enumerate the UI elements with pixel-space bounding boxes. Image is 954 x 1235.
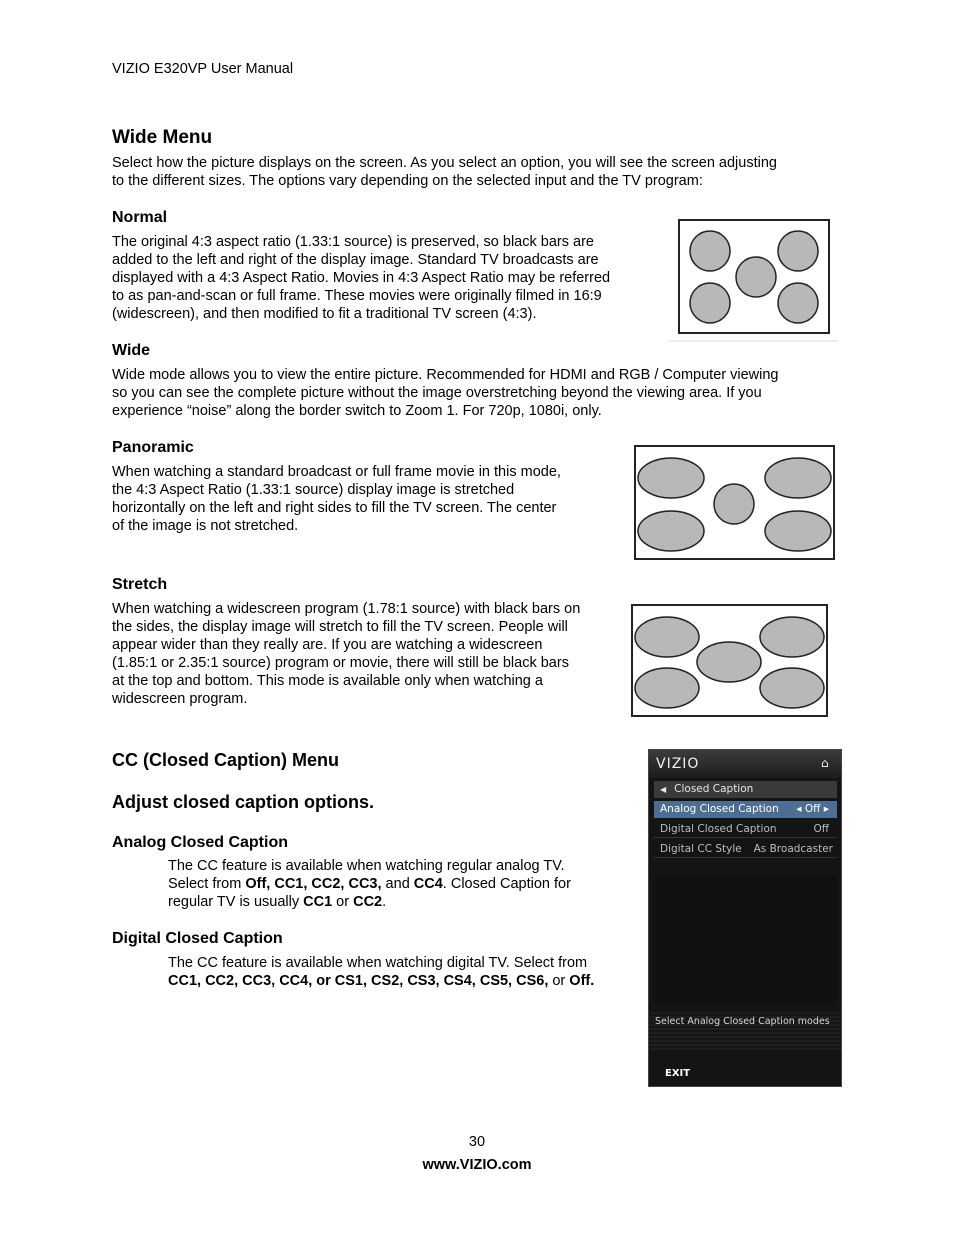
menu-item-analog-closed-caption[interactable] [654, 801, 837, 818]
digital-cc-heading: Digital Closed Caption [112, 930, 283, 947]
stretch-line: widescreen program. [112, 691, 248, 707]
normal-line: The original 4:3 aspect ratio (1.33:1 source) is preserved, so black bars are [112, 234, 594, 250]
panoramic-line: horizontally on the left and right sides to fill the TV screen. The center [112, 500, 557, 516]
home-icon[interactable]: ⌂ [821, 756, 829, 770]
normal-line: added to the left and right of the display image. Standard TV broadcasts are [112, 252, 599, 268]
digital-cc-paragraph [168, 954, 594, 990]
manual-title: VIZIO E320VP User Manual [112, 61, 294, 77]
stretch-line: at the top and bottom. This mode is available only when watching a [112, 673, 543, 689]
panoramic-line: When watching a standard broadcast or full frame movie in this mode, [112, 464, 561, 480]
stretch-heading: Stretch [112, 576, 168, 593]
back-arrow-icon[interactable]: ◀ [660, 785, 667, 794]
menu-item-value: Off [813, 823, 829, 835]
stretch-line: appear wider than they really are. If you are watching a widescreen [112, 637, 543, 653]
analog-cc-heading: Analog Closed Caption [112, 834, 288, 851]
stretch-line: the sides, the display image will stretch to fill the TV screen. People will [112, 619, 568, 635]
wide-line: so you can see the complete picture without the image overstretching beyond the viewing area. If you [112, 385, 762, 401]
exit-button[interactable]: EXIT [665, 1068, 691, 1079]
normal-line: (widescreen), and then modified to fit a traditional TV screen (4:3). [112, 306, 537, 322]
wide-menu-intro-1: Select how the picture displays on the screen. As you select an option, you will see the screen adjusting [112, 155, 777, 171]
menu-item-digital-cc-style[interactable] [654, 841, 837, 858]
normal-heading: Normal [112, 209, 168, 226]
normal-line: displayed with a 4:3 Aspect Ratio. Movies in 4:3 Aspect Ratio may be referred [112, 270, 611, 286]
analog-cc-line: Select from Off, CC1, CC2, CC3, and CC4. Closed Caption for [168, 876, 571, 892]
menu-breadcrumb[interactable]: ◀ Closed Caption [654, 781, 837, 798]
normal-paragraph [112, 233, 610, 323]
cc-menu-heading: CC (Closed Caption) Menu [112, 750, 339, 770]
normal-line: to as pan-and-scan or full frame. These movies were originally filmed in 16:9 [112, 288, 602, 304]
normal-mode-illustration [668, 217, 840, 343]
analog-cc-line: regular TV is usually CC1 or CC2. [168, 894, 387, 910]
panoramic-paragraph [112, 463, 561, 535]
menu-item-label: Digital CC Style [660, 843, 742, 855]
vizio-logo: VIZIO [656, 756, 700, 772]
panoramic-mode-illustration [633, 444, 837, 562]
digital-cc-line: The CC feature is available when watching digital TV. Select from [168, 955, 588, 971]
analog-cc-paragraph [168, 857, 571, 911]
menu-item-label: Digital Closed Caption [660, 823, 777, 835]
stretch-line: (1.85:1 or 2.35:1 source) program or movie, there will still be black bars [112, 655, 569, 671]
panoramic-line: of the image is not stretched. [112, 518, 299, 534]
closed-caption-menu-screenshot [648, 749, 842, 1087]
wide-menu-heading: Wide Menu [112, 127, 213, 148]
analog-cc-line: The CC feature is available when watching regular analog TV. [168, 858, 565, 874]
menu-item-digital-closed-caption[interactable] [654, 821, 837, 838]
panoramic-line: the 4:3 Aspect Ratio (1.33:1 source) display image is stretched [112, 482, 515, 498]
menu-empty-area [654, 874, 837, 1004]
wide-heading: Wide [112, 342, 151, 359]
stretch-line: When watching a widescreen program (1.78:1 source) with black bars on [112, 601, 581, 617]
wide-menu-intro-2: to the different sizes. The options vary depending on the selected input and the TV program: [112, 173, 703, 189]
wide-line: experience “noise” along the border switch to Zoom 1. For 720p, 1080i, only. [112, 403, 602, 419]
menu-item-value: As Broadcaster [753, 843, 833, 855]
cc-menu-subheading: Adjust closed caption options. [112, 792, 375, 812]
stretch-paragraph [112, 600, 580, 708]
wide-paragraph [112, 366, 778, 420]
menu-help-text: Select Analog Closed Caption modes [655, 1016, 830, 1027]
menu-item-label: Analog Closed Caption [660, 803, 779, 815]
panoramic-heading: Panoramic [112, 439, 194, 456]
footer-url[interactable]: www.VIZIO.com [422, 1157, 532, 1173]
digital-cc-line: CC1, CC2, CC3, CC4, or CS1, CS2, CS3, CS4, CS5, CS6, or Off. [168, 973, 595, 989]
menu-item-value: ◂ Off ▸ [796, 803, 829, 815]
stretch-mode-illustration [630, 603, 830, 719]
wide-line: Wide mode allows you to view the entire picture. Recommended for HDMI and RGB / Computer viewing [112, 367, 779, 383]
page-number: 30 [468, 1134, 486, 1150]
